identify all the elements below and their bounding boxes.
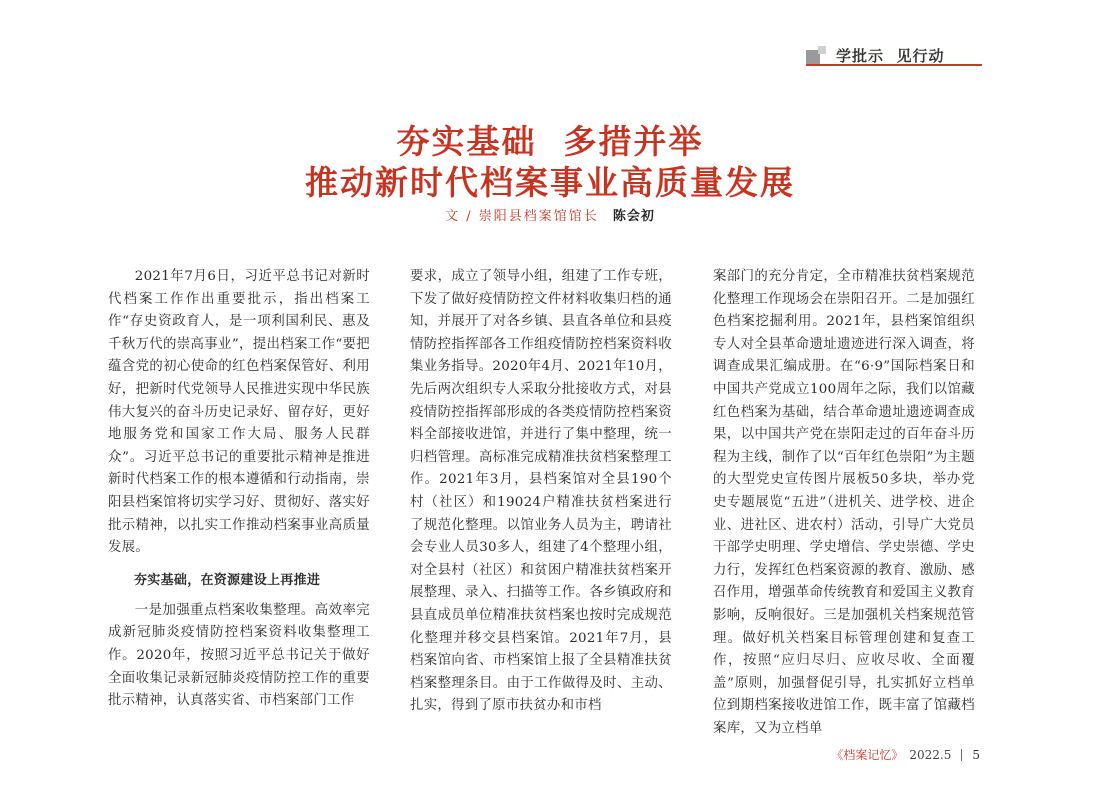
body-paragraph: 案部门的充分肯定，全市精准扶贫档案规范化整理工作现场会在崇阳召开。二是加强红色档案挖掘利用。2021年，县档案馆组织专人对全县革命遗址遗迹进行深入调查，将调查成果汇编成册。在“6·9”国际档案日和中国共产党成立100周年之际，我们以馆藏红色档案为基础，结合革命遗址遗迹调查成果，以中国共产党在崇阳走过的百年奋斗历程为主线，制作了以“百年红色崇阳”为主题的大型党史宣传图片展板50多块，举办党史专题展览“五进”（进机关、进学校、进企业、进社区、进农村）活动，引导广大党员干部学史明理、学史增信、学史崇德、学史力行，发挥红色档案资源的教育、激励、感召作用，增强革命传统教育和爱国主义教育影响，反响很好。三是加强机关档案规范管理。做好机关档案目标管理创建和复查工作，按照“应归尽归、应收尽收、全面覆盖”原则，加强督促引导，扎实抓好立档单位到期档案接收进馆工作，既丰富了馆藏档案库，又为立档单 [713, 269, 975, 736]
byline-prefix: 文 / 崇阳县档案馆馆长 [445, 209, 599, 224]
section-header [806, 44, 982, 66]
issue-number: 2022.5 [909, 747, 952, 762]
text-column-2 [410, 266, 672, 718]
text-column-1 [108, 266, 370, 713]
section-label: 学批示 见行动 [836, 46, 945, 65]
page-footer [780, 746, 980, 763]
body-paragraph: 2021年7月6日，习近平总书记对新时代档案工作作出重要批示，指出档案工作“存史资政育人，是一项利国利民、惠及千秋万代的崇高事业”，提出档案工作“要把蕴含党的初心使命的红色档案保管好、利用好，把新时代党领导人民推进实现中华民族伟大复兴的奋斗历史记录好、留存好，更好地服务党和国家工作大局、服务人民群众”。习近平总书记的重要批示精神是推进新时代档案工作的根本遵循和行动指南，崇阳县档案馆将切实学习好、贯彻好、落实好批示精神，以扎实工作推动档案事业高质量发展。 [108, 269, 370, 556]
footer-divider [961, 749, 962, 761]
body-paragraph: 一是加强重点档案收集整理。高效率完成新冠肺炎疫情防控档案资料收集整理工作。2020年，按照习近平总书记关于做好全面收集记录新冠肺炎疫情防控工作的重要批示精神，认真落实省、市档案部门工作 [108, 602, 370, 709]
subheading: 夯实基础，在资源建设上再推进 [134, 572, 321, 588]
section-marker-icon [806, 46, 828, 64]
section-rule [806, 64, 982, 66]
text-column-3 [713, 266, 975, 740]
magazine-name: 《档案记忆》 [831, 748, 904, 762]
page-number: 5 [972, 747, 980, 762]
body-paragraph: 要求，成立了领导小组，组建了工作专班，下发了做好疫情防控文件材料收集归档的通知，并展开了对各乡镇、县直各单位和县疫情防控指挥部各工作组疫情防控档案资料收集业务指导。2020年4月、2021年10月，先后两次组织专人采取分批接收方式，对县疫情防控指挥部形成的各类疫情防控档案资料全部接收进馆，并进行了集中整理，统一归档管理。高标准完成精准扶贫档案整理工作。2021年3月，县档案馆对全县190个村（社区）和19024户精准扶贫档案进行了规范化整理。以馆业务人员为主，聘请社会专业人员30多人，组建了4个整理小组，对全县村（社区）和贫困户精准扶贫档案开展整理、录入、扫描等工作。各乡镇政府和县直成员单位精准扶贫档案也按时完成规范化整理并移交县档案馆。2021年7月，县档案馆向省、市档案馆上报了全县精准扶贫档案整理条目。由于工作做得及时、主动、扎实，得到了原市扶贫办和市档 [410, 269, 672, 714]
article-title-line-1: 夯实基础 多措并举 [396, 122, 704, 161]
byline [0, 205, 1100, 224]
author-name: 陈会初 [612, 209, 655, 224]
article-title-line-2: 推动新时代档案事业高质量发展 [305, 163, 795, 202]
